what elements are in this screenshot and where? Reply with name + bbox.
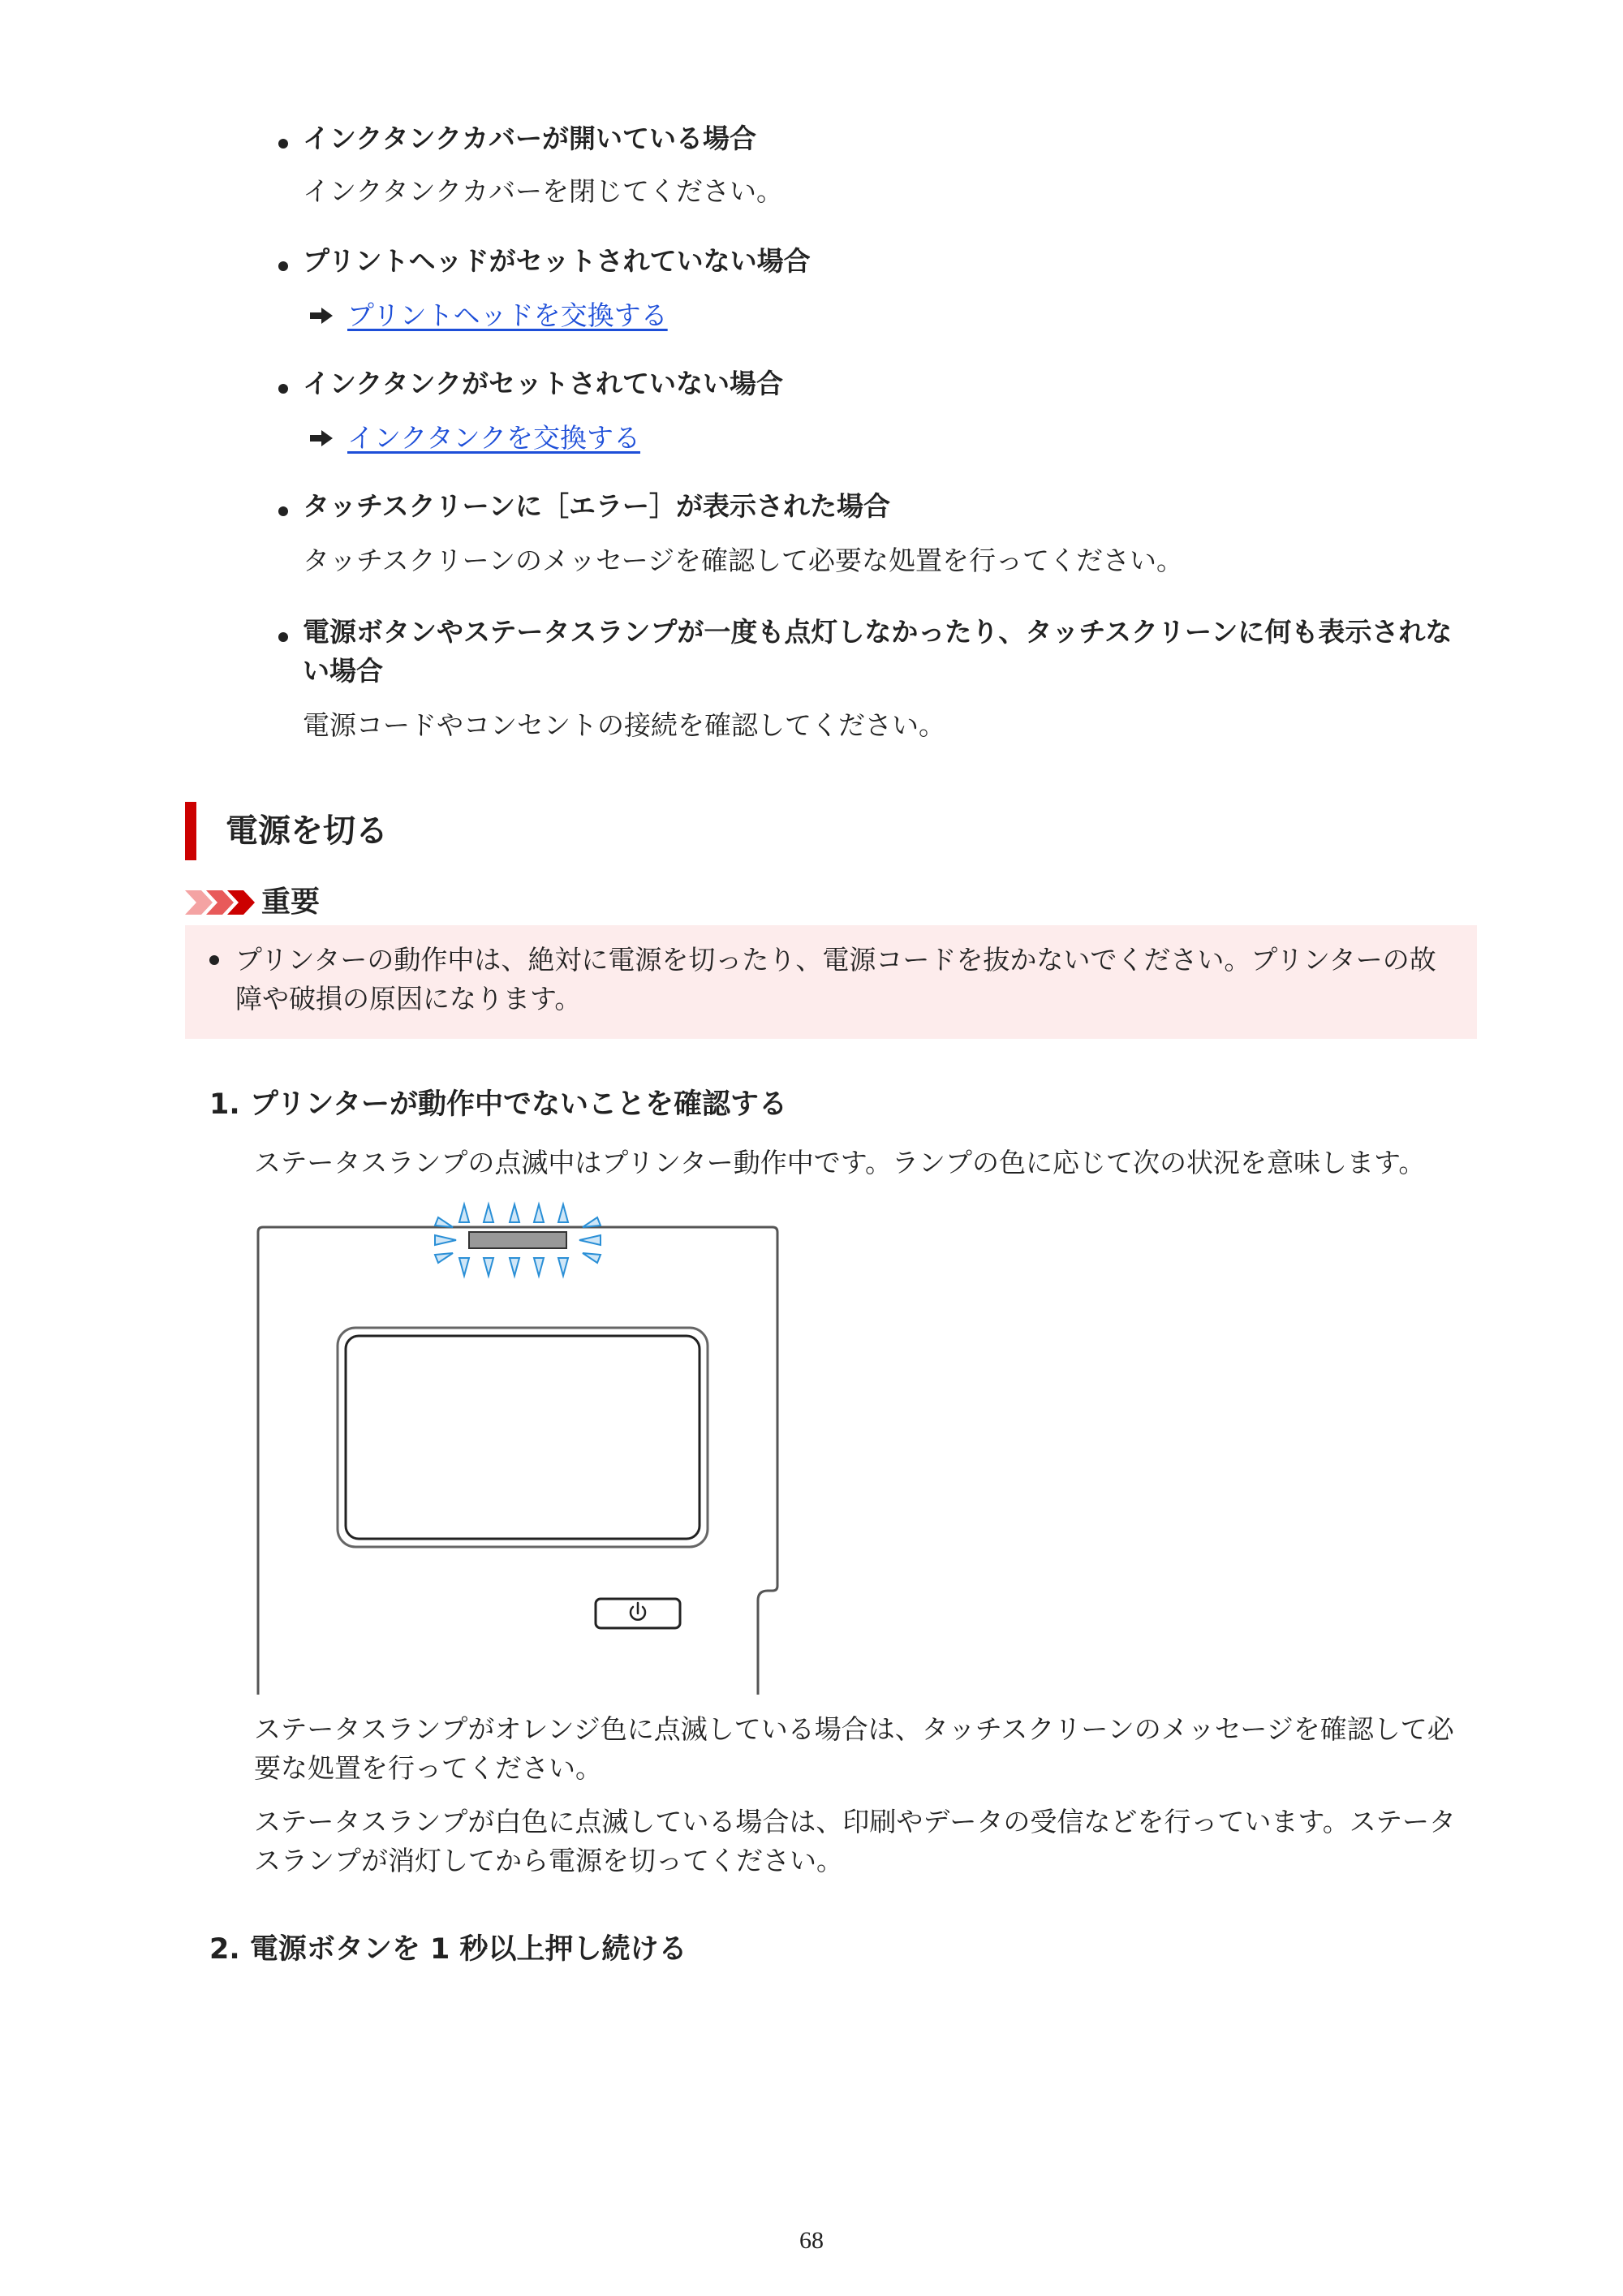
arrow-right-icon [308,429,334,448]
step-paragraph-continued: スランプが消灯してから電源を切ってください。 [254,1845,843,1876]
touchscreen [346,1336,700,1539]
step-desc: ステータスランプの点滅中はプリンター動作中です。ランプの色に応じて次の状況を意味します。 [254,1147,1426,1178]
printer-panel-illustration [252,1193,787,1696]
status-lamp [469,1232,566,1248]
link-row[interactable] [308,297,668,334]
link-row[interactable] [308,420,640,457]
important-label: 重要 [261,885,321,919]
important-text-continued: 障や破損の原因になります。 [235,983,582,1014]
step-title: 2. 電源ボタンを 1 秒以上押し続ける [209,1933,687,1966]
bullet-desc: インクタンクカバーを閉じてください。 [303,175,784,207]
bullet-dot [278,384,288,394]
bullet-title: プリントヘッドがセットされていない場合 [303,245,811,277]
bullet-dot [278,261,288,271]
page-number: 68 [799,2227,824,2254]
chevron-triple-icon [185,889,258,916]
bullet-title: インクタンクカバーが開いている場合 [303,123,757,154]
step-paragraph: ステータスランプが白色に点滅している場合は、印刷やデータの受信などを行っています。ステータ [254,1806,1457,1837]
step-paragraph: ステータスランプがオレンジ色に点滅している場合は、タッチスクリーンのメッセージを確認して必 [254,1713,1454,1745]
bullet-desc: 電源コードやコンセントの接続を確認してください。 [303,709,945,741]
bullet-title: タッチスクリーンに［エラー］が表示された場合 [303,490,891,522]
replace-ink-tank-link[interactable]: インクタンクを交換する [347,422,641,454]
step-paragraph-continued: 要な処置を行ってください。 [254,1752,602,1784]
replace-printhead-link[interactable]: プリントヘッドを交換する [347,299,668,331]
bullet-title: インクタンクがセットされていない場合 [303,368,784,399]
bullet-dot [278,632,288,642]
bullet-dot [278,506,288,516]
section-heading-bar [185,802,196,860]
section-title: 電源を切る [226,812,388,850]
arrow-right-icon [308,306,334,325]
step-title: 1. プリンターが動作中でないことを確認する [209,1088,788,1121]
bullet-title-continued: い場合 [303,655,383,687]
bullet-dot [278,139,288,149]
bullet-title: 電源ボタンやステータスランプが一度も点灯しなかったり、タッチスクリーンに何も表示されな [303,616,1453,648]
important-text: プリンターの動作中は、絶対に電源を切ったり、電源コードを抜かないでください。プリンターの故 [235,944,1436,976]
important-box [185,925,1477,1039]
bullet-desc: タッチスクリーンのメッセージを確認して必要な処置を行ってください。 [303,545,1184,576]
bullet-dot [209,955,219,965]
